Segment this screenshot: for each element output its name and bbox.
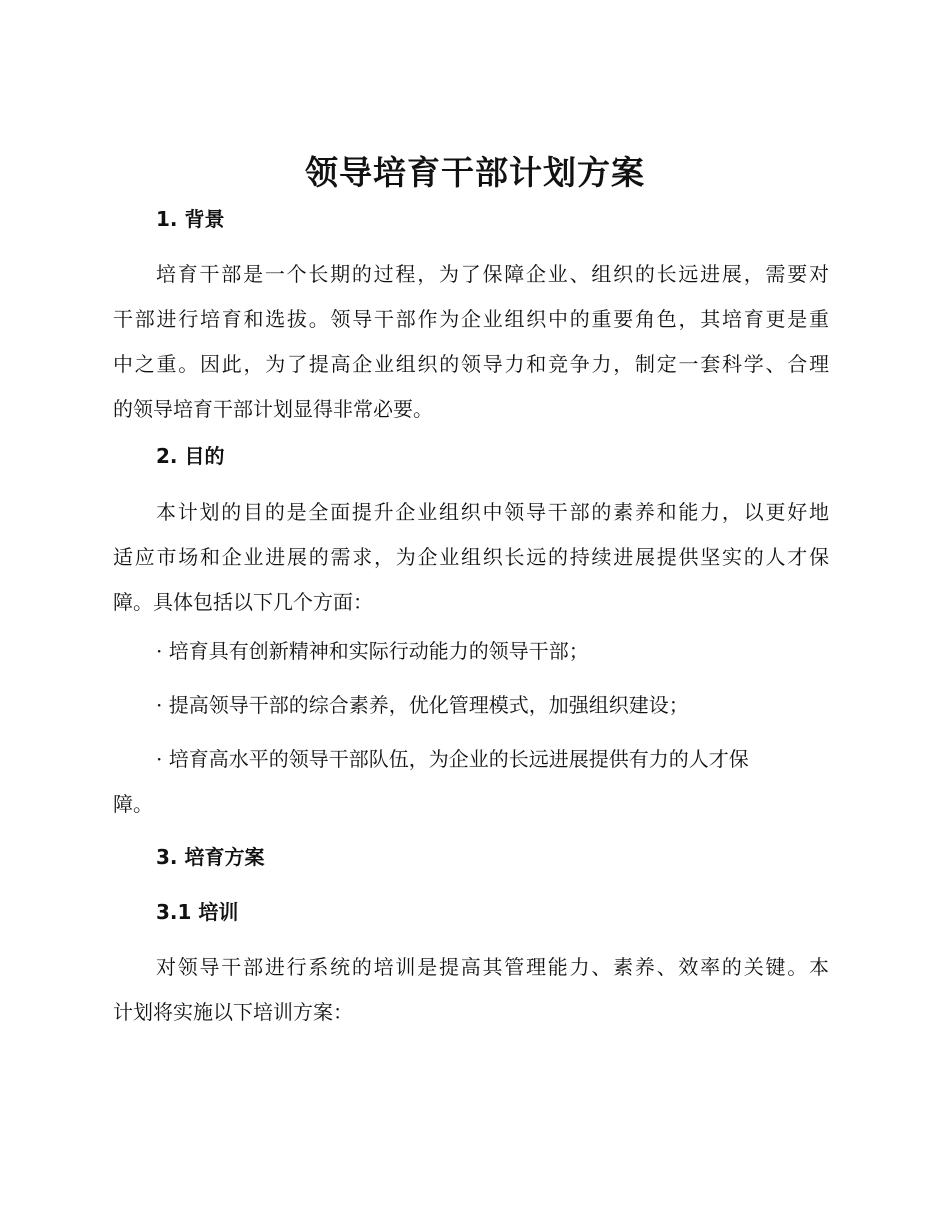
paragraph-line: 对领导干部进行系统的培训是提高其管理能力、素养、效率的关键。本 bbox=[156, 955, 829, 979]
paragraph-line: 干部进行培育和选拔。领导干部作为企业组织中的重要角色，其培育更是重 bbox=[113, 307, 829, 331]
paragraph-line: 本计划的目的是全面提升企业组织中领导干部的素养和能力，以更好地 bbox=[156, 500, 829, 524]
bullet-item: · 培育具有创新精神和实际行动能力的领导干部； bbox=[156, 639, 589, 663]
bullet-line: · 培育高水平的领导干部队伍，为企业的长远进展提供有力的人才保 bbox=[156, 747, 749, 771]
paragraph-line: 中之重。因此，为了提高企业组织的领导力和竞争力，制定一套科学、合理 bbox=[113, 352, 829, 376]
paragraph-line: 计划将实施以下培训方案： bbox=[113, 1000, 353, 1024]
section-heading-background: 1. 背景 bbox=[156, 207, 225, 231]
paragraph-line: 培育干部是一个长期的过程，为了保障企业、组织的长远进展，需要对 bbox=[156, 262, 829, 286]
section-heading-plan: 3. 培育方案 bbox=[156, 845, 265, 869]
paragraph-training bbox=[113, 945, 829, 1035]
paragraph-purpose bbox=[113, 490, 829, 625]
paragraph-line: 的领导培育干部计划显得非常必要。 bbox=[113, 397, 433, 421]
section-heading-purpose: 2. 目的 bbox=[156, 444, 225, 468]
bullet-line: 障。 bbox=[113, 792, 153, 816]
bullet-item bbox=[113, 737, 829, 827]
paragraph-line: 障。具体包括以下几个方面： bbox=[113, 590, 373, 614]
bullet-item: · 提高领导干部的综合素养，优化管理模式，加强组织建设； bbox=[156, 693, 689, 717]
document-title: 领导培育干部计划方案 bbox=[305, 153, 645, 192]
subsection-heading-training: 3.1 培训 bbox=[156, 900, 239, 924]
paragraph-line: 适应市场和企业进展的需求，为企业组织长远的持续进展提供坚实的人才保 bbox=[113, 545, 829, 569]
paragraph-background bbox=[113, 252, 829, 432]
